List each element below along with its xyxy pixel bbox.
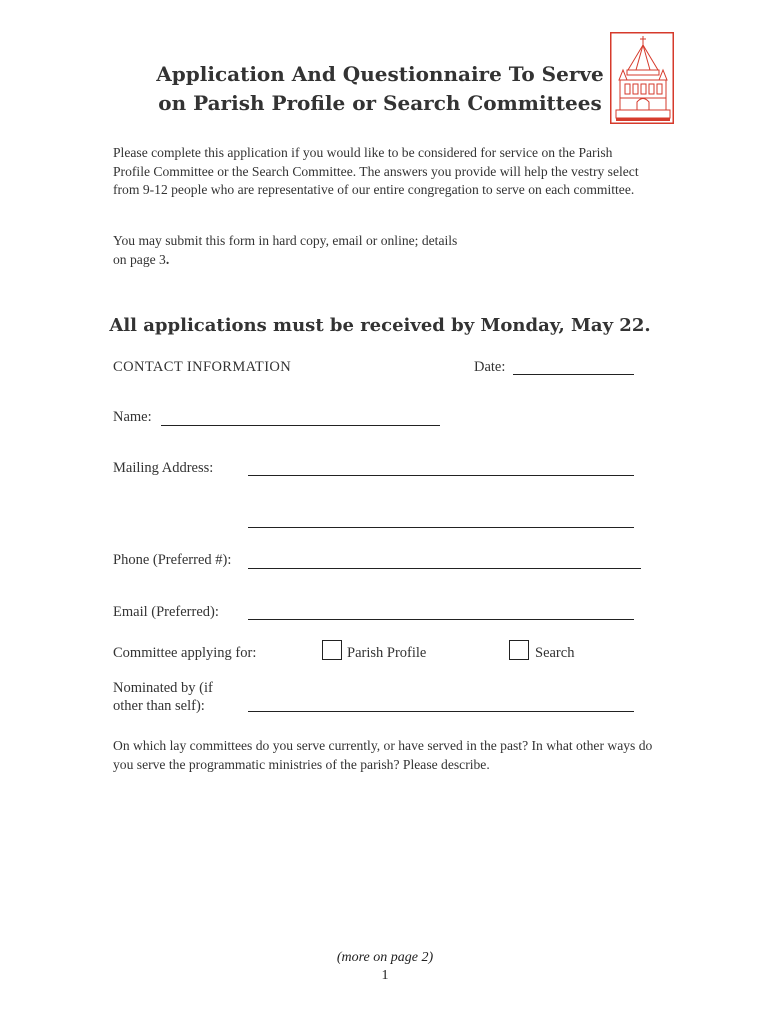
contact-heading: CONTACT INFORMATION xyxy=(113,359,292,375)
committee-question: On which lay committees do you serve currently, or have served in the past? In what other ways do you serve the programmatic ministries of the parish? Please describe. xyxy=(113,738,653,772)
name-field[interactable] xyxy=(161,425,440,426)
name-label: Name: xyxy=(113,409,152,425)
date-label: Date: xyxy=(474,359,506,375)
page-title xyxy=(140,60,620,118)
mailing-address-label: Mailing Address: xyxy=(113,460,214,476)
nominated-field[interactable] xyxy=(248,711,634,712)
deadline-notice: All applications must be received by Monday, May 22. xyxy=(109,315,651,336)
email-label: Email (Preferred): xyxy=(113,604,219,620)
parish-profile-label: Parish Profile xyxy=(347,645,427,661)
title-line-1: Application And Questionnaire To Serve xyxy=(156,62,604,86)
more-on-page-note: (more on page 2) xyxy=(336,950,434,965)
phone-label: Phone (Preferred #): xyxy=(113,552,232,568)
intro-paragraph: Please complete this application if you would like to be considered for service on the Parish Profile Committee or the Search Committee. The answers you provide will help the vestry select from 9-12 people who are representative of our entire congregation to serve on each committee. xyxy=(113,145,639,197)
mailing-address-field-1[interactable] xyxy=(248,475,634,476)
submit-note-line-1: You may submit this form in hard copy, email or online; details xyxy=(113,233,458,248)
committee-label: Committee applying for: xyxy=(113,645,257,661)
phone-field[interactable] xyxy=(248,568,641,569)
search-checkbox[interactable] xyxy=(509,640,529,660)
page-reference: on page 3 xyxy=(113,251,166,267)
submit-note-period: . xyxy=(165,251,170,267)
question-answer-area[interactable] xyxy=(113,800,643,940)
nominated-label xyxy=(113,679,213,715)
search-label: Search xyxy=(535,645,575,661)
church-tower-icon xyxy=(610,32,674,124)
submit-note xyxy=(113,232,643,269)
page-number: 1 xyxy=(381,968,389,983)
nominated-label-line-1: Nominated by (if xyxy=(113,680,213,696)
nominated-label-line-2: other than self): xyxy=(113,698,205,714)
date-field[interactable] xyxy=(513,374,634,375)
email-field[interactable] xyxy=(248,619,634,620)
title-line-2: on Parish Profile or Search Committees xyxy=(158,91,602,115)
parish-profile-checkbox[interactable] xyxy=(322,640,342,660)
mailing-address-field-2[interactable] xyxy=(248,527,634,528)
submit-note-line-2 xyxy=(113,251,643,270)
